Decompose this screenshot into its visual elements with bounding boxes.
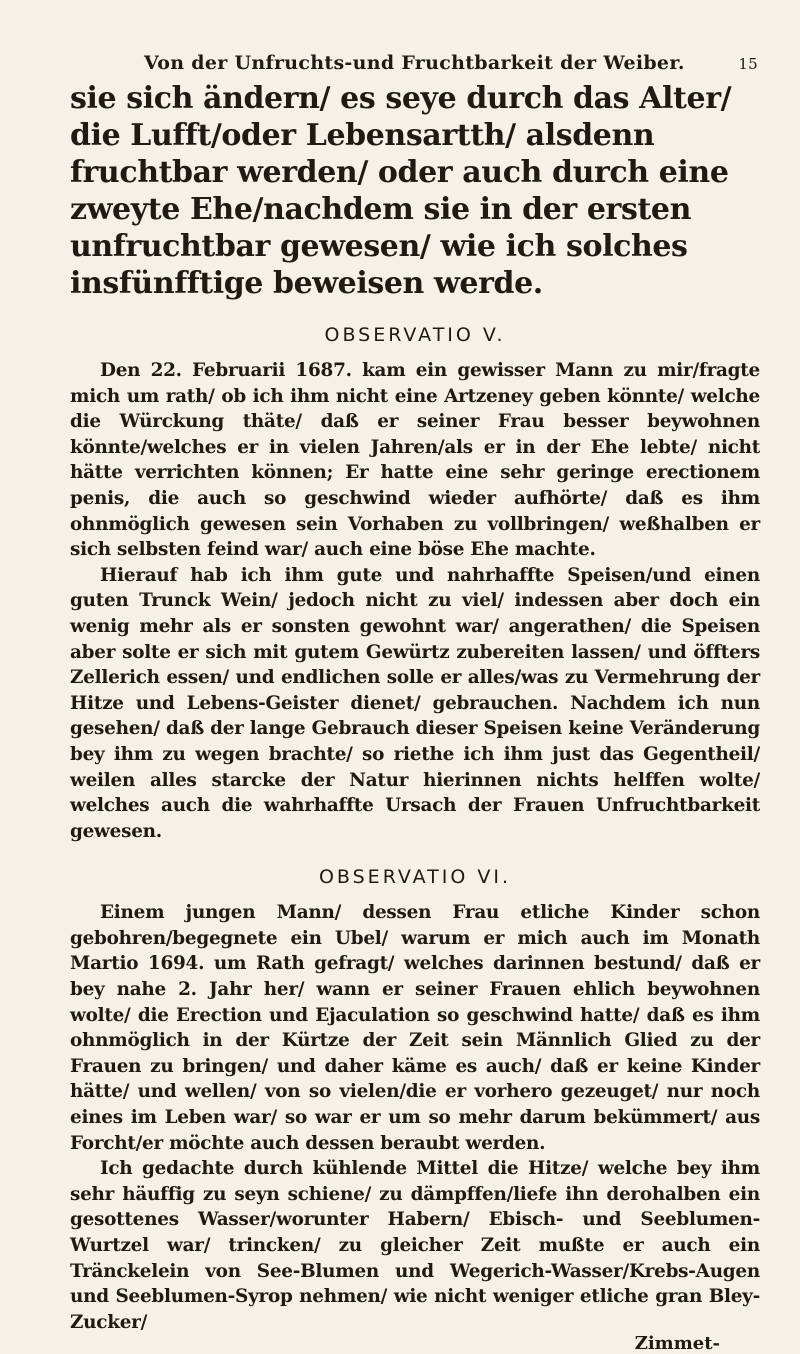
observatio-5-heading: OBSERVATIO V.	[324, 324, 506, 346]
page-number: 15	[738, 55, 758, 73]
observatio-6-heading: OBSERVATIO VI.	[318, 866, 512, 889]
running-title: Von der Unfruchts-und Fruchtbarkeit der Weiber.	[144, 52, 685, 74]
intro-text: sie sich ändern/ es seye durch das Alter/ die Lufft/oder Lebensartth/ alsdenn fruchtbar werden/ oder auch durch eine zweyte Ehe/nachdem sie in der ersten unfruchtbar gewesen/ wie ich solches insfünfftige beweisen werde.	[70, 81, 732, 301]
observatio-5-paragraph-2: Hierauf hab ich ihm gute und nahrhaffte Speisen/und einen guten Trunck Wein/ jedoch nicht zu viel/ indessen aber doch ein wenig mehr als er sonsten gewohnt war/ angerathen/ die Speisen aber solte er sich mit gutem Gewürtz zubereiten lassen/ und öffters Zellerich essen/ und endlichen solle er alles/was zu Vermehrung der Hitze und Lebens-Geister dienet/ gebrauchen. Nachdem ich nun gesehen/ daß der lange Gebrauch dieser Speisen keine Veränderung bey ihm zu wegen brachte/ so riethe ich ihm just das Gegentheil/ weilen alles starcke der Natur hierinnen nichts helffen wolte/ welches auch die wahrhaffte Ursach der Frauen Unfruchtbarkeit gewesen.	[70, 564, 760, 842]
observatio-5-paragraph-1: Den 22. Februarii 1687. kam ein gewisser Mann zu mir/fragte mich um rath/ ob ich ihm nicht eine Artzeney geben könnte/ welche die Würckung thäte/ daß er seiner Frau besser beywohnen könnte/welches er in vielen Jahren/als er in der Ehe lebte/ nicht hätte verrichten können; Er hatte eine sehr geringe erectionem penis, die auch so geschwind wieder aufhörte/ daß es ihm ohnmöglich gewesen sein Vorhaben zu vollbringen/ weßhalben er sich selbsten feind war/ auch eine böse Ehe machte.	[70, 360, 760, 561]
catchword: Zimmet-	[634, 1333, 720, 1354]
observatio-6-paragraph-2: Ich gedachte durch kühlende Mittel die Hitze/ welche bey ihm sehr häuffig zu seyn schiene/ zu dämpffen/liefe ihn derohalben ein gesottenes Wasser/worunter Habern/ Ebisch- und Seeblumen-Wurtzel war/ trincken/ zu gleicher Zeit mußte er auch ein Tränckelein von See-Blumen und Wegerich-Wasser/Krebs-Augen und Seeblumen-Syrop nehmen/ wie nicht weniger etliche gran Bley-Zucker/	[70, 1158, 760, 1333]
running-head	[70, 52, 760, 74]
observatio-6-paragraph-1: Einem jungen Mann/ dessen Frau etliche Kinder schon gebohren/begegnete ein Ubel/ warum er mich auch im Monath Martio 1694. um Rath gefragt/ welches darinnen bestund/ daß er bey nahe 2. Jahr her/ wann er seiner Frauen ehlich beywohnen wolte/ die Erection und Ejaculation so geschwind hatte/ daß es ihm ohnmöglich in der Kürtze der Zeit sein Männlich Glied zu der Frauen zu bringen/ und daher käme es auch/ daß er keine Kinder hätte/ und wellen/ von so vielen/die er vorhero gezeuget/ nur noch eines im Leben war/ so war er um so mehr darum bekümmert/ aus Forcht/er möchte auch dessen beraubt werden.	[70, 902, 760, 1154]
page	[70, 52, 760, 1354]
